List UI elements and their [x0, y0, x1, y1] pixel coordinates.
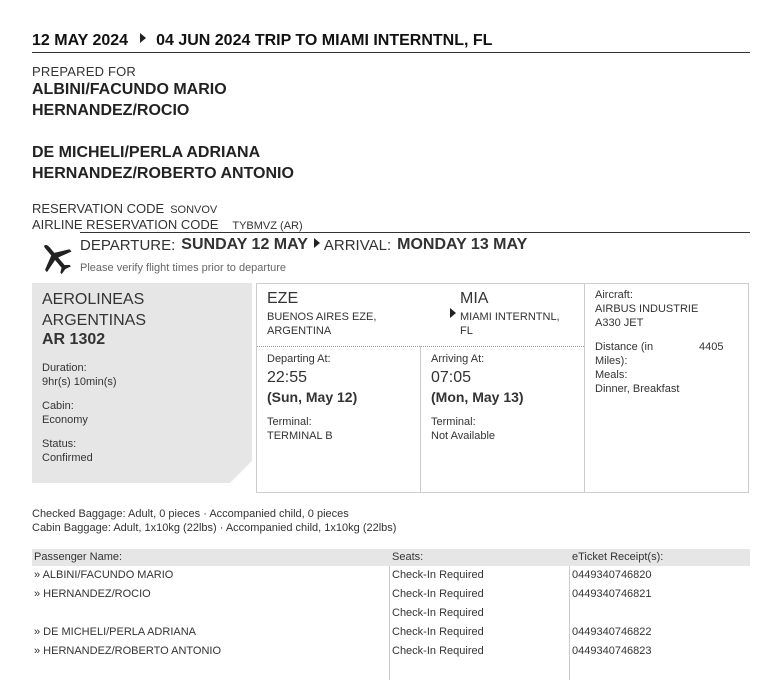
arrival-date: (Mon, May 13): [431, 389, 524, 405]
departing-label: Departing At:: [267, 353, 331, 365]
distance-label-line1: Distance (in: [595, 341, 654, 353]
triangle-right-icon: [140, 33, 146, 43]
arriving-label: Arriving At:: [431, 353, 485, 365]
arrival-label: ARRIVAL:: [323, 236, 392, 254]
table-row: [32, 566, 750, 585]
cabin-label: Cabin:: [42, 400, 74, 412]
status-label: Status:: [42, 438, 77, 450]
row-seat: Check-In Required: [392, 645, 484, 657]
row-ticket: 0449340746823: [572, 645, 652, 657]
meals-label: Meals:: [595, 369, 628, 381]
table-row: [32, 642, 750, 661]
triangle-right-icon: [450, 308, 456, 318]
aircraft-model-line1: AIRBUS INDUSTRIE: [595, 303, 699, 315]
header-seats: Seats:: [392, 551, 424, 563]
row-seat: Check-In Required: [392, 588, 484, 600]
distance-value: 4405: [699, 341, 724, 353]
airline-reservation-code: TYBMVZ (AR): [232, 220, 303, 232]
departure-date: (Sun, May 12): [267, 389, 358, 405]
table-row: [32, 623, 750, 642]
airline-reservation-code-label: AIRLINE RESERVATION CODE: [32, 217, 219, 232]
cabin-baggage: Cabin Baggage: Adult, 1x10kg (22lbs) · Accompanied child, 1x10kg (22lbs): [32, 522, 397, 534]
destination-city-line2: FL: [460, 325, 473, 337]
row-passenger-name: » HERNANDEZ/ROCIO: [34, 588, 151, 600]
reservation-code: SONVOV: [170, 204, 218, 216]
row-ticket: 0449340746821: [572, 588, 652, 600]
table-row: [32, 604, 750, 623]
row-passenger-name: » ALBINI/FACUNDO MARIO: [34, 569, 174, 581]
duration-label: Duration:: [42, 362, 87, 374]
column-divider: [584, 284, 585, 492]
airline-reservation-code-line: [32, 217, 303, 232]
reservation-code-line: [32, 201, 217, 216]
trip-title: 04 JUN 2024 TRIP TO MIAMI INTERNTNL, FL: [156, 32, 493, 49]
destination-code: MIA: [460, 290, 489, 307]
departure-label: DEPARTURE:: [80, 236, 176, 254]
prepared-for-label: PREPARED FOR: [32, 64, 137, 79]
flight-number: AR 1302: [42, 331, 106, 348]
arrival-time: 07:05: [431, 369, 472, 386]
column-divider: [420, 346, 421, 492]
meals-value: Dinner, Breakfast: [595, 383, 680, 395]
origin-city-line2: ARGENTINA: [267, 325, 332, 337]
duration-value: 9hr(s) 10min(s): [42, 376, 117, 388]
distance-label-line2: Miles):: [595, 355, 628, 367]
passenger-name: HERNANDEZ/ROBERTO ANTONIO: [32, 165, 294, 182]
airline-name: [42, 289, 146, 331]
header-passenger-name: Passenger Name:: [34, 551, 123, 563]
row-ticket: 0449340746822: [572, 626, 652, 638]
cabin-value: Economy: [42, 414, 88, 426]
passenger-name: ALBINI/FACUNDO MARIO: [32, 81, 227, 98]
row-seat: Check-In Required: [392, 626, 484, 638]
departure-day: SUNDAY 12 MAY: [181, 236, 308, 253]
verify-note: Please verify flight times prior to departure: [80, 262, 287, 274]
aircraft-model-line2: A330 JET: [595, 317, 644, 329]
table-row: [32, 585, 750, 604]
trip-header: [32, 32, 750, 53]
airline-name-line2: ARGENTINAS: [42, 312, 147, 329]
table-header: [32, 549, 750, 566]
departure-arrival-line: [80, 236, 527, 254]
passenger-name: DE MICHELI/PERLA ADRIANA: [32, 144, 261, 161]
aircraft-label: Aircraft:: [595, 289, 633, 301]
row-ticket: 0449340746820: [572, 569, 652, 581]
destination-terminal: Not Available: [431, 430, 496, 442]
triangle-right-icon: [314, 238, 320, 248]
arrival-day: MONDAY 13 MAY: [397, 236, 528, 253]
destination-city: [460, 310, 560, 338]
origin-city-line1: BUENOS AIRES EZE,: [267, 311, 377, 323]
row-passenger-name: » HERNANDEZ/ROBERTO ANTONIO: [34, 645, 222, 657]
row-seat: Check-In Required: [392, 607, 484, 619]
origin-code: EZE: [267, 290, 299, 307]
section-divider: [80, 232, 750, 233]
panel-corner: [230, 461, 252, 483]
checked-baggage: Checked Baggage: Adult, 0 pieces · Accompanied child, 0 pieces: [32, 508, 349, 520]
airline-name-line1: AEROLINEAS: [42, 291, 145, 308]
origin-city: [267, 310, 376, 338]
departure-time: 22:55: [267, 369, 308, 386]
status-value: Confirmed: [42, 452, 93, 464]
trip-start-date: 12 MAY 2024: [32, 32, 129, 49]
destination-terminal-label: Terminal:: [431, 416, 476, 428]
header-eticket: eTicket Receipt(s):: [572, 551, 664, 563]
row-seat: Check-In Required: [392, 569, 484, 581]
origin-terminal: TERMINAL B: [267, 430, 333, 442]
passenger-name: HERNANDEZ/ROCIO: [32, 102, 190, 119]
airline-panel: [32, 283, 252, 483]
flight-details-box: [256, 283, 749, 493]
destination-city-line1: MIAMI INTERNTNL,: [460, 311, 560, 323]
passenger-table: [32, 549, 750, 661]
airplane-icon: [36, 238, 76, 278]
row-passenger-name: » DE MICHELI/PERLA ADRIANA: [34, 626, 196, 638]
origin-terminal-label: Terminal:: [267, 416, 312, 428]
reservation-code-label: RESERVATION CODE: [32, 201, 165, 216]
